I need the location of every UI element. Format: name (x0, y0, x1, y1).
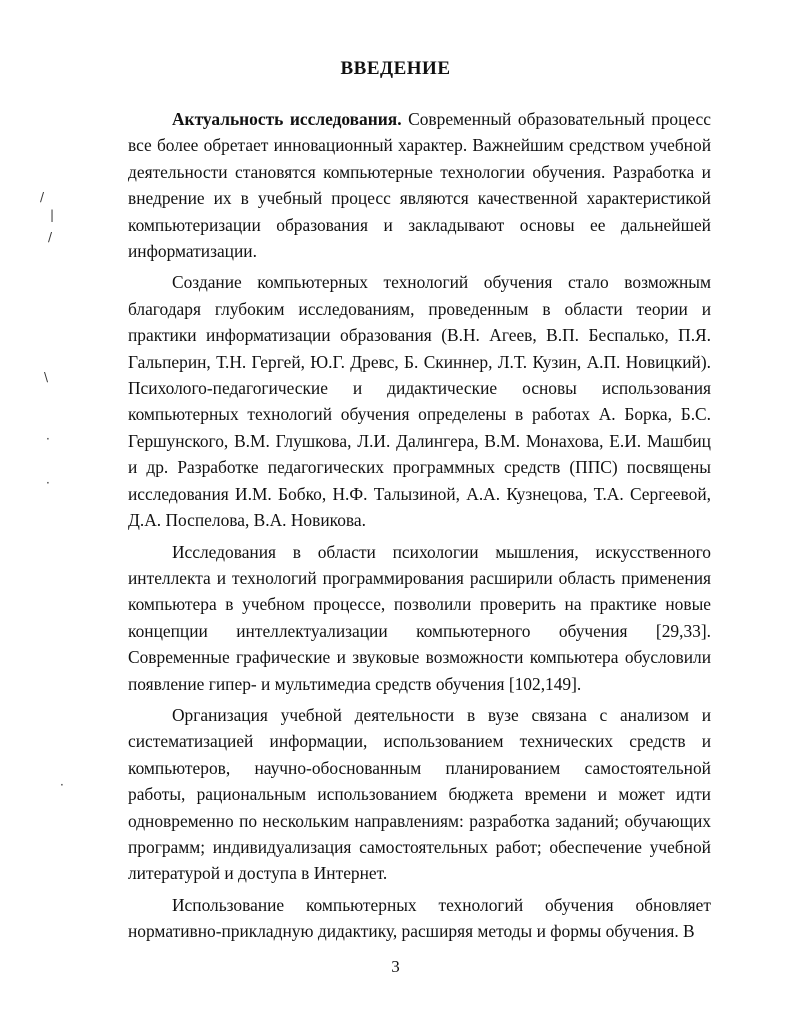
paragraph-relevance (128, 106, 711, 264)
page-number: 3 (391, 957, 400, 976)
paragraph-creation: Создание компьютерных технологий обучения стало возможным благодаря глубоким исследованиям, проведенным в области теории и практики информатизации образования (В.Н. Агеев, В.П. Беспалько, П.Я. Гальперин, Т.Н. Гергей, Ю.Г. Древс, Б. Скиннер, Л.Т. Кузин, А.П. Новицкий). Психолого-педагогические и дидактические основы использования компьютерных технологий обучения определены в работах А. Борка, Б.С. Гершунского, В.М. Глушкова, Л.И. Далингера, В.М. Монахова, Е.И. Машбиц и др. Разработке педагогических программных средств (ППС) посвящены исследования И.М. Бобко, Н.Ф. Талызиной, А.А. Кузнецова, Т.А. Сергеевой, Д.А. Поспелова, В.А. Новикова. (128, 272, 711, 531)
scan-artifact: \ (44, 370, 49, 384)
paragraph-organization: Организация учебной деятельности в вузе связана с анализом и систематизацией информации, использованием технических средств и компьютеров, научно-обоснованным планированием самостоятельной работы, рациональным использованием бюджета времени и может идти одновременно по нескольким направлениям: разработка заданий; обучающих программ; индивидуализация самостоятельных работ; обеспечение учебной литературой и доступа в Интернет. (128, 704, 711, 884)
paragraph-text: Современный образовательный процесс все более обретает инновационный характер. Важнейшим средством учебной деятельности становятся компьютерные технологии обучения. Разработка и внедрение их в учебный процесс являются качественной характеристикой компьютеризации образования и закладывают основы ее дальнейшей информатизации. (128, 109, 711, 262)
scan-artifact: / (48, 230, 53, 244)
scan-artifact: · (60, 778, 64, 792)
paragraph-usage: Использование компьютерных технологий обучения обновляет нормативно-прикладную дидактику, расширяя методы и формы обучения. В (128, 894, 711, 942)
document-body (128, 106, 711, 945)
page-title: ВВЕДЕНИЕ (340, 58, 451, 79)
paragraph-lead: Актуальность исследования. (172, 109, 402, 129)
scan-artifact: | (50, 208, 55, 222)
scan-artifact: / (40, 190, 45, 204)
scan-artifact: · (46, 476, 50, 490)
paragraph-research: Исследования в области психологии мышления, искусственного интеллекта и технологий программирования расширили область применения компьютера в учебном процессе, позволили проверить на практике новые концепции интеллектуализации компьютерного обучения [29,33]. Современные графические и звуковые возможности компьютера обусловили появление гипер- и мультимедиа средств обучения [102,149]. (128, 541, 711, 694)
scan-artifact: · (46, 432, 50, 446)
